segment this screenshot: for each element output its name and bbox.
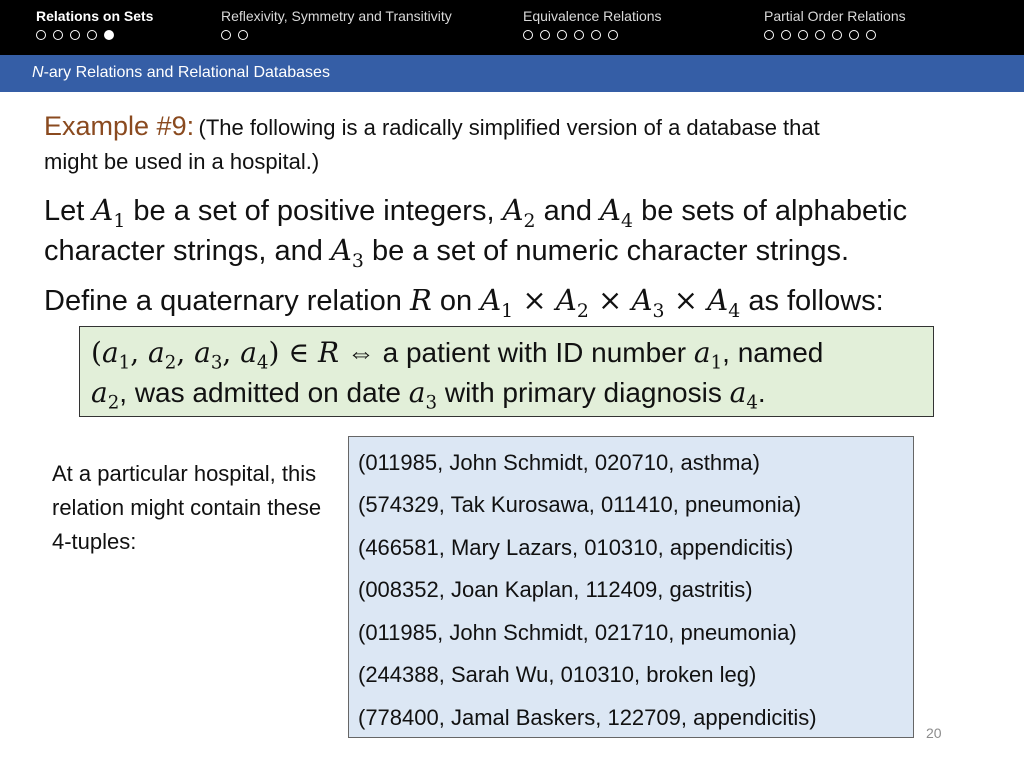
math-a1: $A_1$	[92, 193, 126, 232]
tuple-row: (244388, Sarah Wu, 010310, broken leg)	[358, 662, 757, 687]
text-fragment: , named	[722, 337, 824, 368]
tuple-row: (778400, Jamal Baskers, 122709, appendicitis)	[358, 705, 817, 730]
slide-dot[interactable]	[53, 30, 63, 40]
tuple-row: (011985, John Schmidt, 021710, pneumonia)	[358, 620, 797, 645]
text-fragment: Define a quaternary relation	[44, 285, 402, 317]
slide-dot[interactable]	[849, 30, 859, 40]
tuple-row: (466581, Mary Lazars, 010310, appendicitis)	[358, 535, 794, 560]
text-fragment: , was admitted on date	[119, 377, 402, 408]
tuple-row: (574329, Tak Kurosawa, 011410, pneumonia)	[358, 492, 802, 517]
subsection-title[interactable]	[32, 64, 330, 82]
sets-definition-line-2	[44, 233, 850, 272]
subsection-bar	[0, 55, 1024, 92]
nav-section-title[interactable]: Equivalence Relations	[523, 8, 662, 24]
text-fragment: Let	[44, 195, 85, 227]
slide-dot-current[interactable]	[104, 30, 114, 40]
slide-dot[interactable]	[608, 30, 618, 40]
slide-dot[interactable]	[781, 30, 791, 40]
nav-slide-dots	[36, 30, 114, 40]
slide-dot[interactable]	[36, 30, 46, 40]
slide-dot[interactable]	[557, 30, 567, 40]
math-a4-lower: $a_4$	[729, 376, 758, 414]
text-fragment: .	[757, 377, 766, 408]
text-fragment: as follows:	[748, 285, 884, 317]
math-a2-lower: $a_2$	[91, 376, 120, 414]
slide-dot[interactable]	[832, 30, 842, 40]
slide-dot[interactable]	[591, 30, 601, 40]
sets-definition-line-1	[44, 193, 908, 232]
tuple-row: (008352, Joan Kaplan, 112409, gastritis)	[358, 577, 753, 602]
text-fragment: with primary diagnosis	[444, 377, 722, 408]
math-a3: $A_3$	[330, 233, 364, 272]
nav-slide-dots	[221, 30, 248, 40]
text-fragment: be a set of positive integers,	[133, 195, 495, 227]
tuple-row: (011985, John Schmidt, 020710, asthma)	[358, 450, 760, 475]
definition-box	[79, 326, 934, 417]
nav-slide-dots	[523, 30, 618, 40]
slide-dot[interactable]	[866, 30, 876, 40]
text-fragment: character strings, and	[44, 235, 323, 267]
slide-dot[interactable]	[238, 30, 248, 40]
math-a2: $A_2$	[502, 193, 536, 232]
nav-slide-dots	[764, 30, 876, 40]
math-a3-lower: $a_3$	[408, 376, 438, 414]
example-intro-continued: might be used in a hospital.)	[44, 149, 320, 174]
math-a1-lower: $a_1$	[693, 336, 723, 374]
slide-dot[interactable]	[70, 30, 80, 40]
slide-dot[interactable]	[540, 30, 550, 40]
example-label: Example #9:	[44, 111, 195, 141]
subsection-title-rest: -ary Relations and Relational Databases	[43, 64, 330, 81]
math-a4: $A_4$	[600, 193, 633, 232]
slide-dot[interactable]	[798, 30, 808, 40]
subsection-title-prefix: N	[32, 64, 44, 81]
text-fragment: be a set of numeric character strings.	[371, 235, 850, 267]
text-fragment: ⇔ a patient with ID number	[346, 337, 687, 368]
text-fragment: and	[543, 195, 592, 227]
math-tuple: ($a_1$, $a_2$, $a_3$, $a_4$) ∈ R	[91, 336, 340, 374]
slide-dot[interactable]	[87, 30, 97, 40]
slide-dot[interactable]	[221, 30, 231, 40]
section-navigation-bar	[0, 0, 1024, 55]
math-r: R	[409, 283, 432, 317]
math-cartesian-product: $A_1 \times A_2 \times A_3 \times A_4$	[480, 283, 741, 322]
tuple-list-box	[348, 436, 914, 738]
text-fragment: on	[439, 285, 473, 317]
nav-section-title[interactable]: Reflexivity, Symmetry and Transitivity	[221, 8, 452, 24]
slide-dot[interactable]	[764, 30, 774, 40]
definition-line-2	[91, 376, 766, 414]
example-heading	[44, 111, 820, 142]
example-intro: (The following is a radically simplified version of a database that	[198, 115, 820, 140]
tuples-intro-text: At a particular hospital, this relation might contain these 4-tuples:	[52, 461, 322, 554]
slide-dot[interactable]	[574, 30, 584, 40]
nav-section-title[interactable]: Relations on Sets	[36, 8, 154, 24]
relation-definition-line	[44, 283, 884, 322]
page-number: 20	[926, 725, 942, 741]
text-fragment: be sets of alphabetic	[641, 195, 908, 227]
slide-dot[interactable]	[815, 30, 825, 40]
nav-section-title[interactable]: Partial Order Relations	[764, 8, 906, 24]
slide-dot[interactable]	[523, 30, 533, 40]
definition-line-1	[91, 336, 824, 374]
